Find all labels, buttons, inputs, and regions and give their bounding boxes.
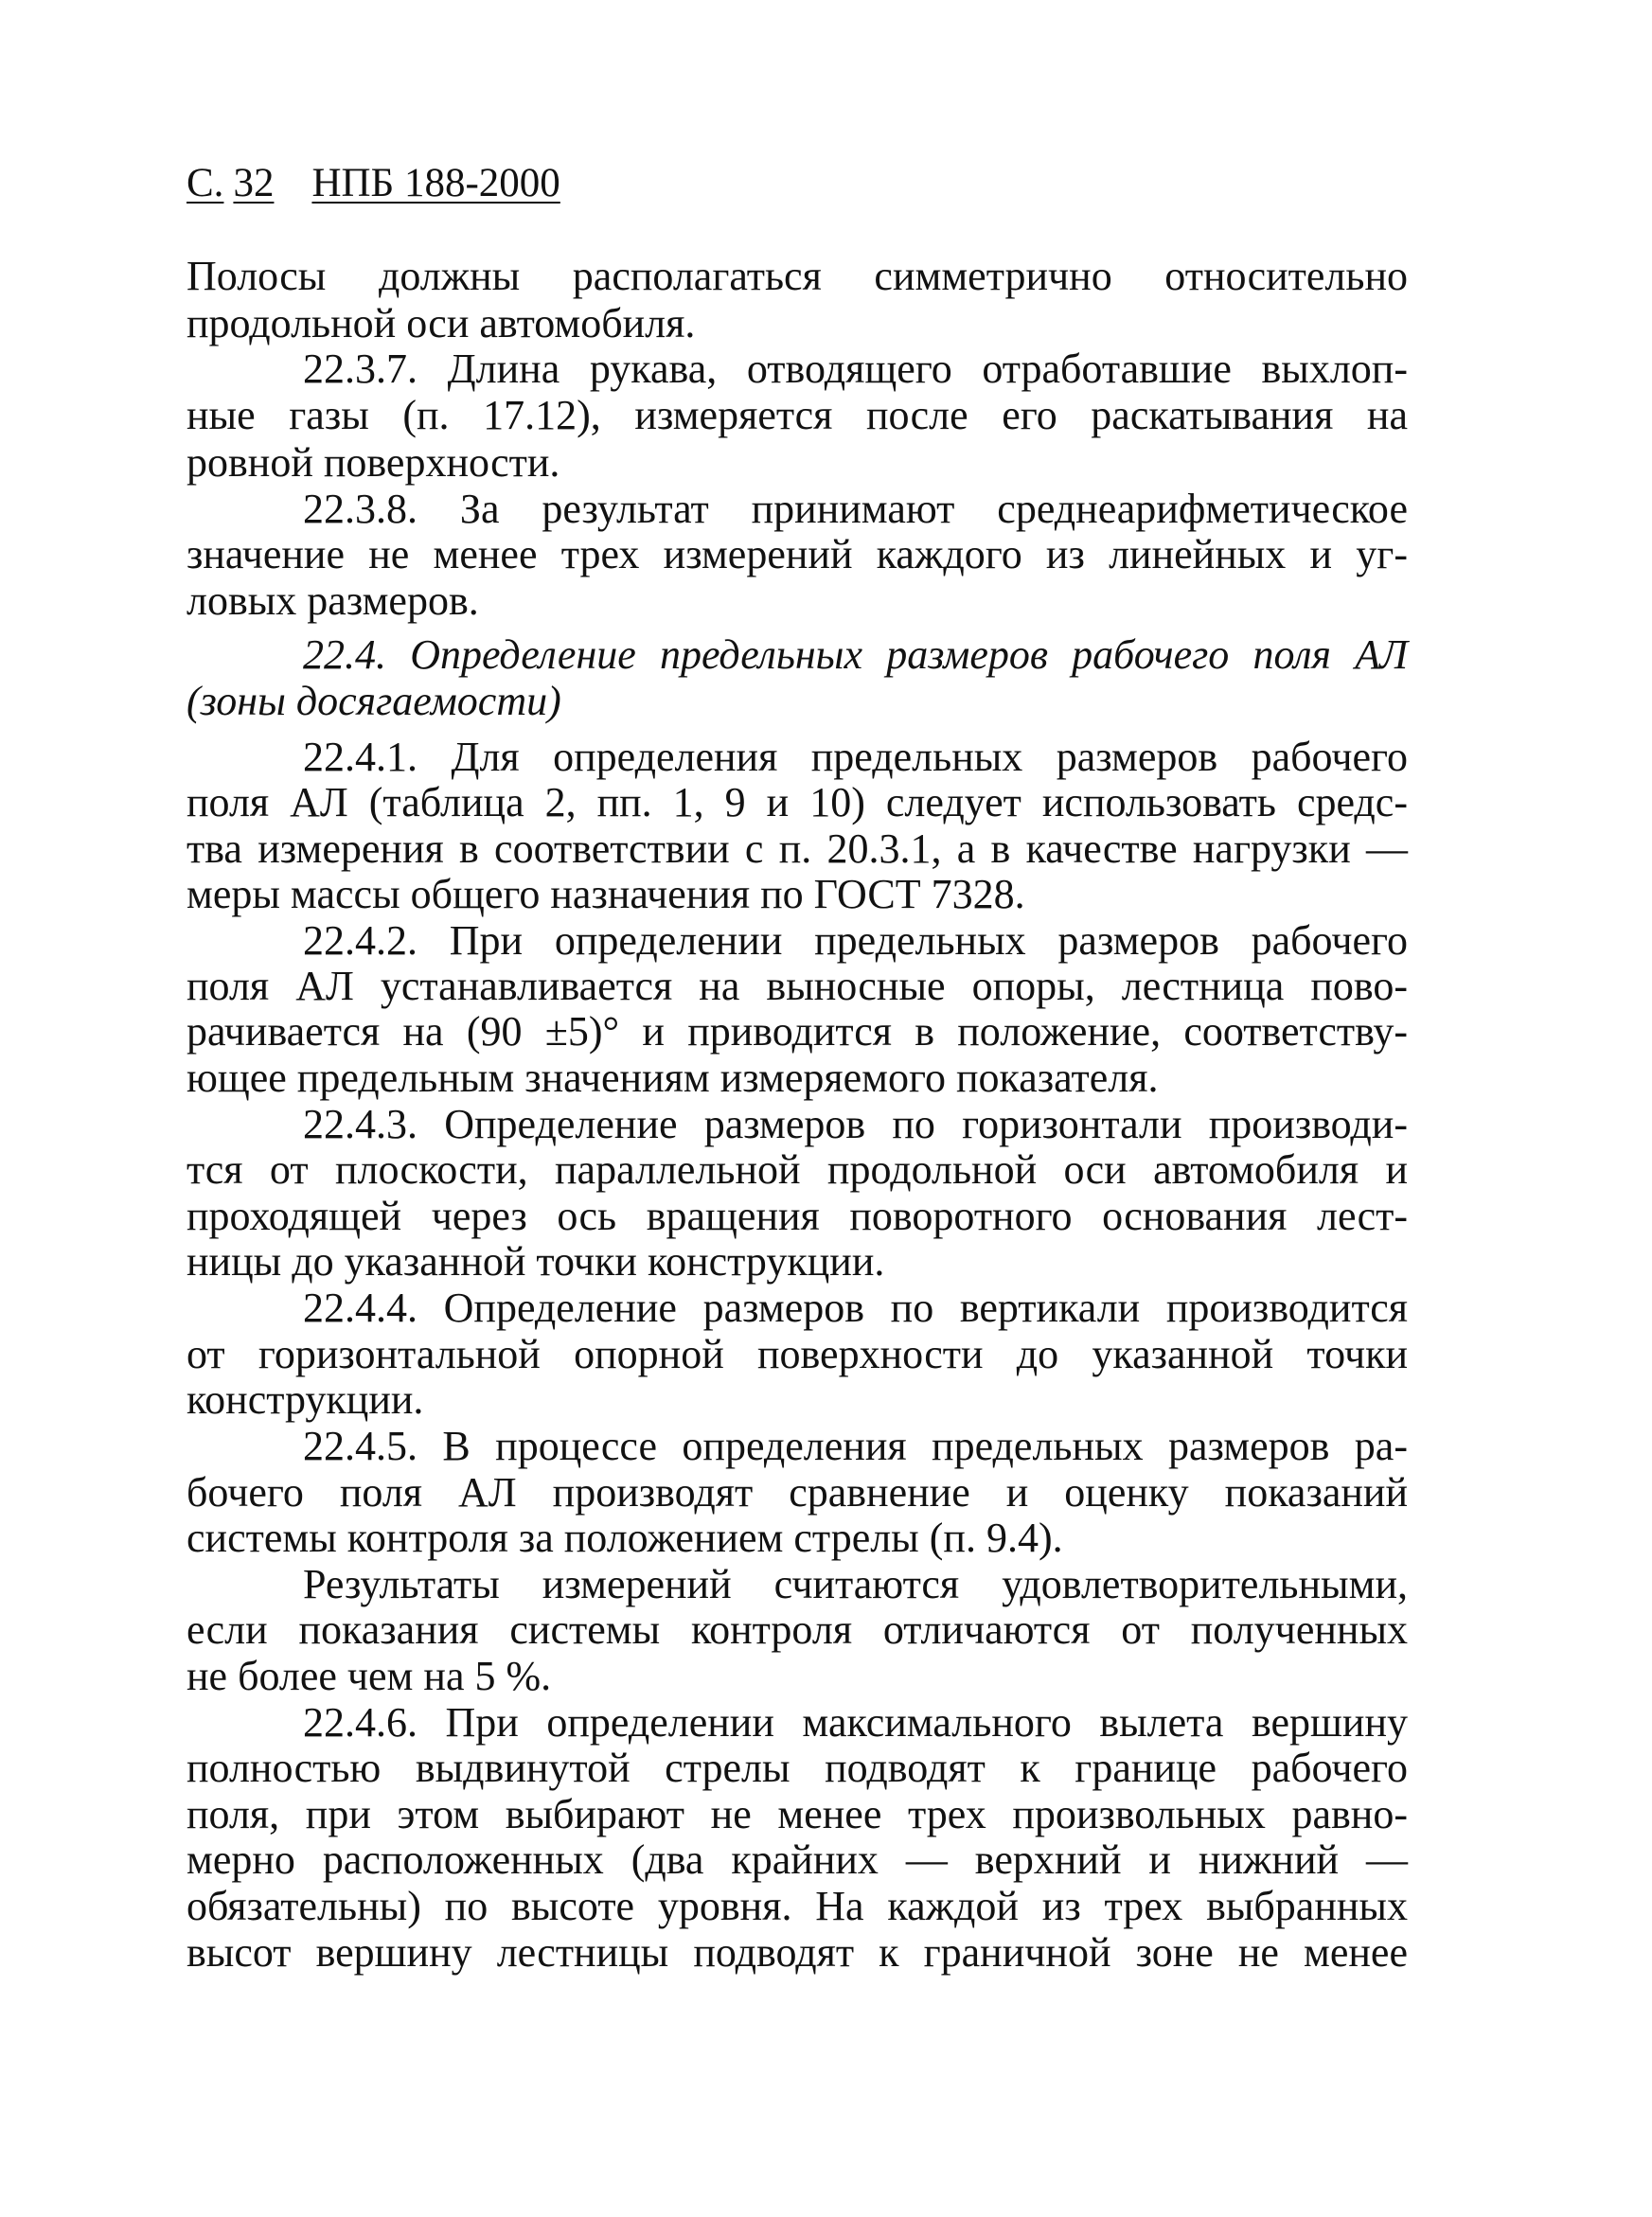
paragraph-22-3-8: 22.3.8. За результат принимают среднеарифметическое	[303, 486, 1408, 532]
page-number: 32	[233, 161, 275, 205]
text-line: Полосы должны располагаться симметрично относительно	[187, 253, 1408, 299]
text-line: проходящей через ось вращения поворотного основания лест-	[187, 1193, 1408, 1239]
page-prefix: С.	[187, 161, 224, 205]
text-line: ницы до указанной точки конструкции.	[187, 1238, 885, 1285]
text-line: меры массы общего назначения по ГОСТ 7328.	[187, 871, 1025, 917]
text-line: значение не менее трех измерений каждого из линейных и уг-	[187, 531, 1408, 577]
text-line: ловых размеров.	[187, 577, 479, 624]
paragraph-22-4-6: 22.4.6. При определении максимального вылета вершину	[303, 1699, 1408, 1746]
paragraph-results: Результаты измерений считаются удовлетворительными,	[303, 1561, 1408, 1607]
text-line: ные газы (п. 17.12), измеряется после его раскатывания на	[187, 392, 1408, 438]
text-line: рачивается на (90 ±5)° и приводится в положение, соответству-	[187, 1008, 1408, 1055]
text-line: поля, при этом выбирают не менее трех произвольных равно-	[187, 1791, 1408, 1837]
paragraph-22-4-4: 22.4.4. Определение размеров по вертикали производится	[303, 1285, 1408, 1331]
paragraph-22-4-1: 22.4.1. Для определения предельных размеров рабочего	[303, 734, 1408, 780]
text-line: бочего поля АЛ производят сравнение и оценку показаний	[187, 1469, 1408, 1516]
paragraph-22-4-3: 22.4.3. Определение размеров по горизонтали производи-	[303, 1101, 1408, 1147]
section-heading-22-4: 22.4. Определение предельных размеров рабочего поля АЛ	[303, 631, 1408, 678]
text-line: тся от плоскости, параллельной продольной оси автомобиля и	[187, 1146, 1408, 1193]
text-line: от горизонтальной опорной поверхности до указанной точки	[187, 1331, 1408, 1377]
paragraph-22-4-5: 22.4.5. В процессе определения предельных размеров ра-	[303, 1423, 1408, 1469]
text-line: продольной оси автомобиля.	[187, 300, 696, 346]
text-line: ющее предельным значениям измеряемого показателя.	[187, 1055, 1159, 1101]
text-line: не более чем на 5 %.	[187, 1653, 552, 1699]
text-line: конструкции.	[187, 1376, 424, 1423]
document-code: НПБ 188-2000	[311, 161, 560, 205]
text-line: высот вершину лестницы подводят к граничной зоне не менее	[187, 1929, 1408, 1976]
text-line: обязательны) по высоте уровня. На каждой из трех выбранных	[187, 1883, 1408, 1929]
section-heading-22-4-cont: (зоны досягаемости)	[187, 678, 561, 724]
text-line: поля АЛ устанавливается на выносные опоры, лестница пово-	[187, 963, 1408, 1009]
text-line: поля АЛ (таблица 2, пп. 1, 9 и 10) следует использовать средс-	[187, 779, 1408, 825]
text-line: если показания системы контроля отличаются от полученных	[187, 1606, 1408, 1653]
text-line: тва измерения в соответствии с п. 20.3.1, а в качестве нагрузки —	[187, 825, 1408, 872]
text-line: полностью выдвинутой стрелы подводят к границе рабочего	[187, 1745, 1408, 1791]
text-line: ровной поверхности.	[187, 439, 560, 486]
paragraph-22-4-2: 22.4.2. При определении предельных размеров рабочего	[303, 917, 1408, 964]
page-header	[187, 163, 560, 204]
paragraph-22-3-7: 22.3.7. Длина рукава, отводящего отработавшие выхлоп-	[303, 346, 1408, 392]
text-line: мерно расположенных (два крайних — верхний и нижний —	[187, 1836, 1408, 1883]
text-line: системы контроля за положением стрелы (п. 9.4).	[187, 1515, 1063, 1561]
